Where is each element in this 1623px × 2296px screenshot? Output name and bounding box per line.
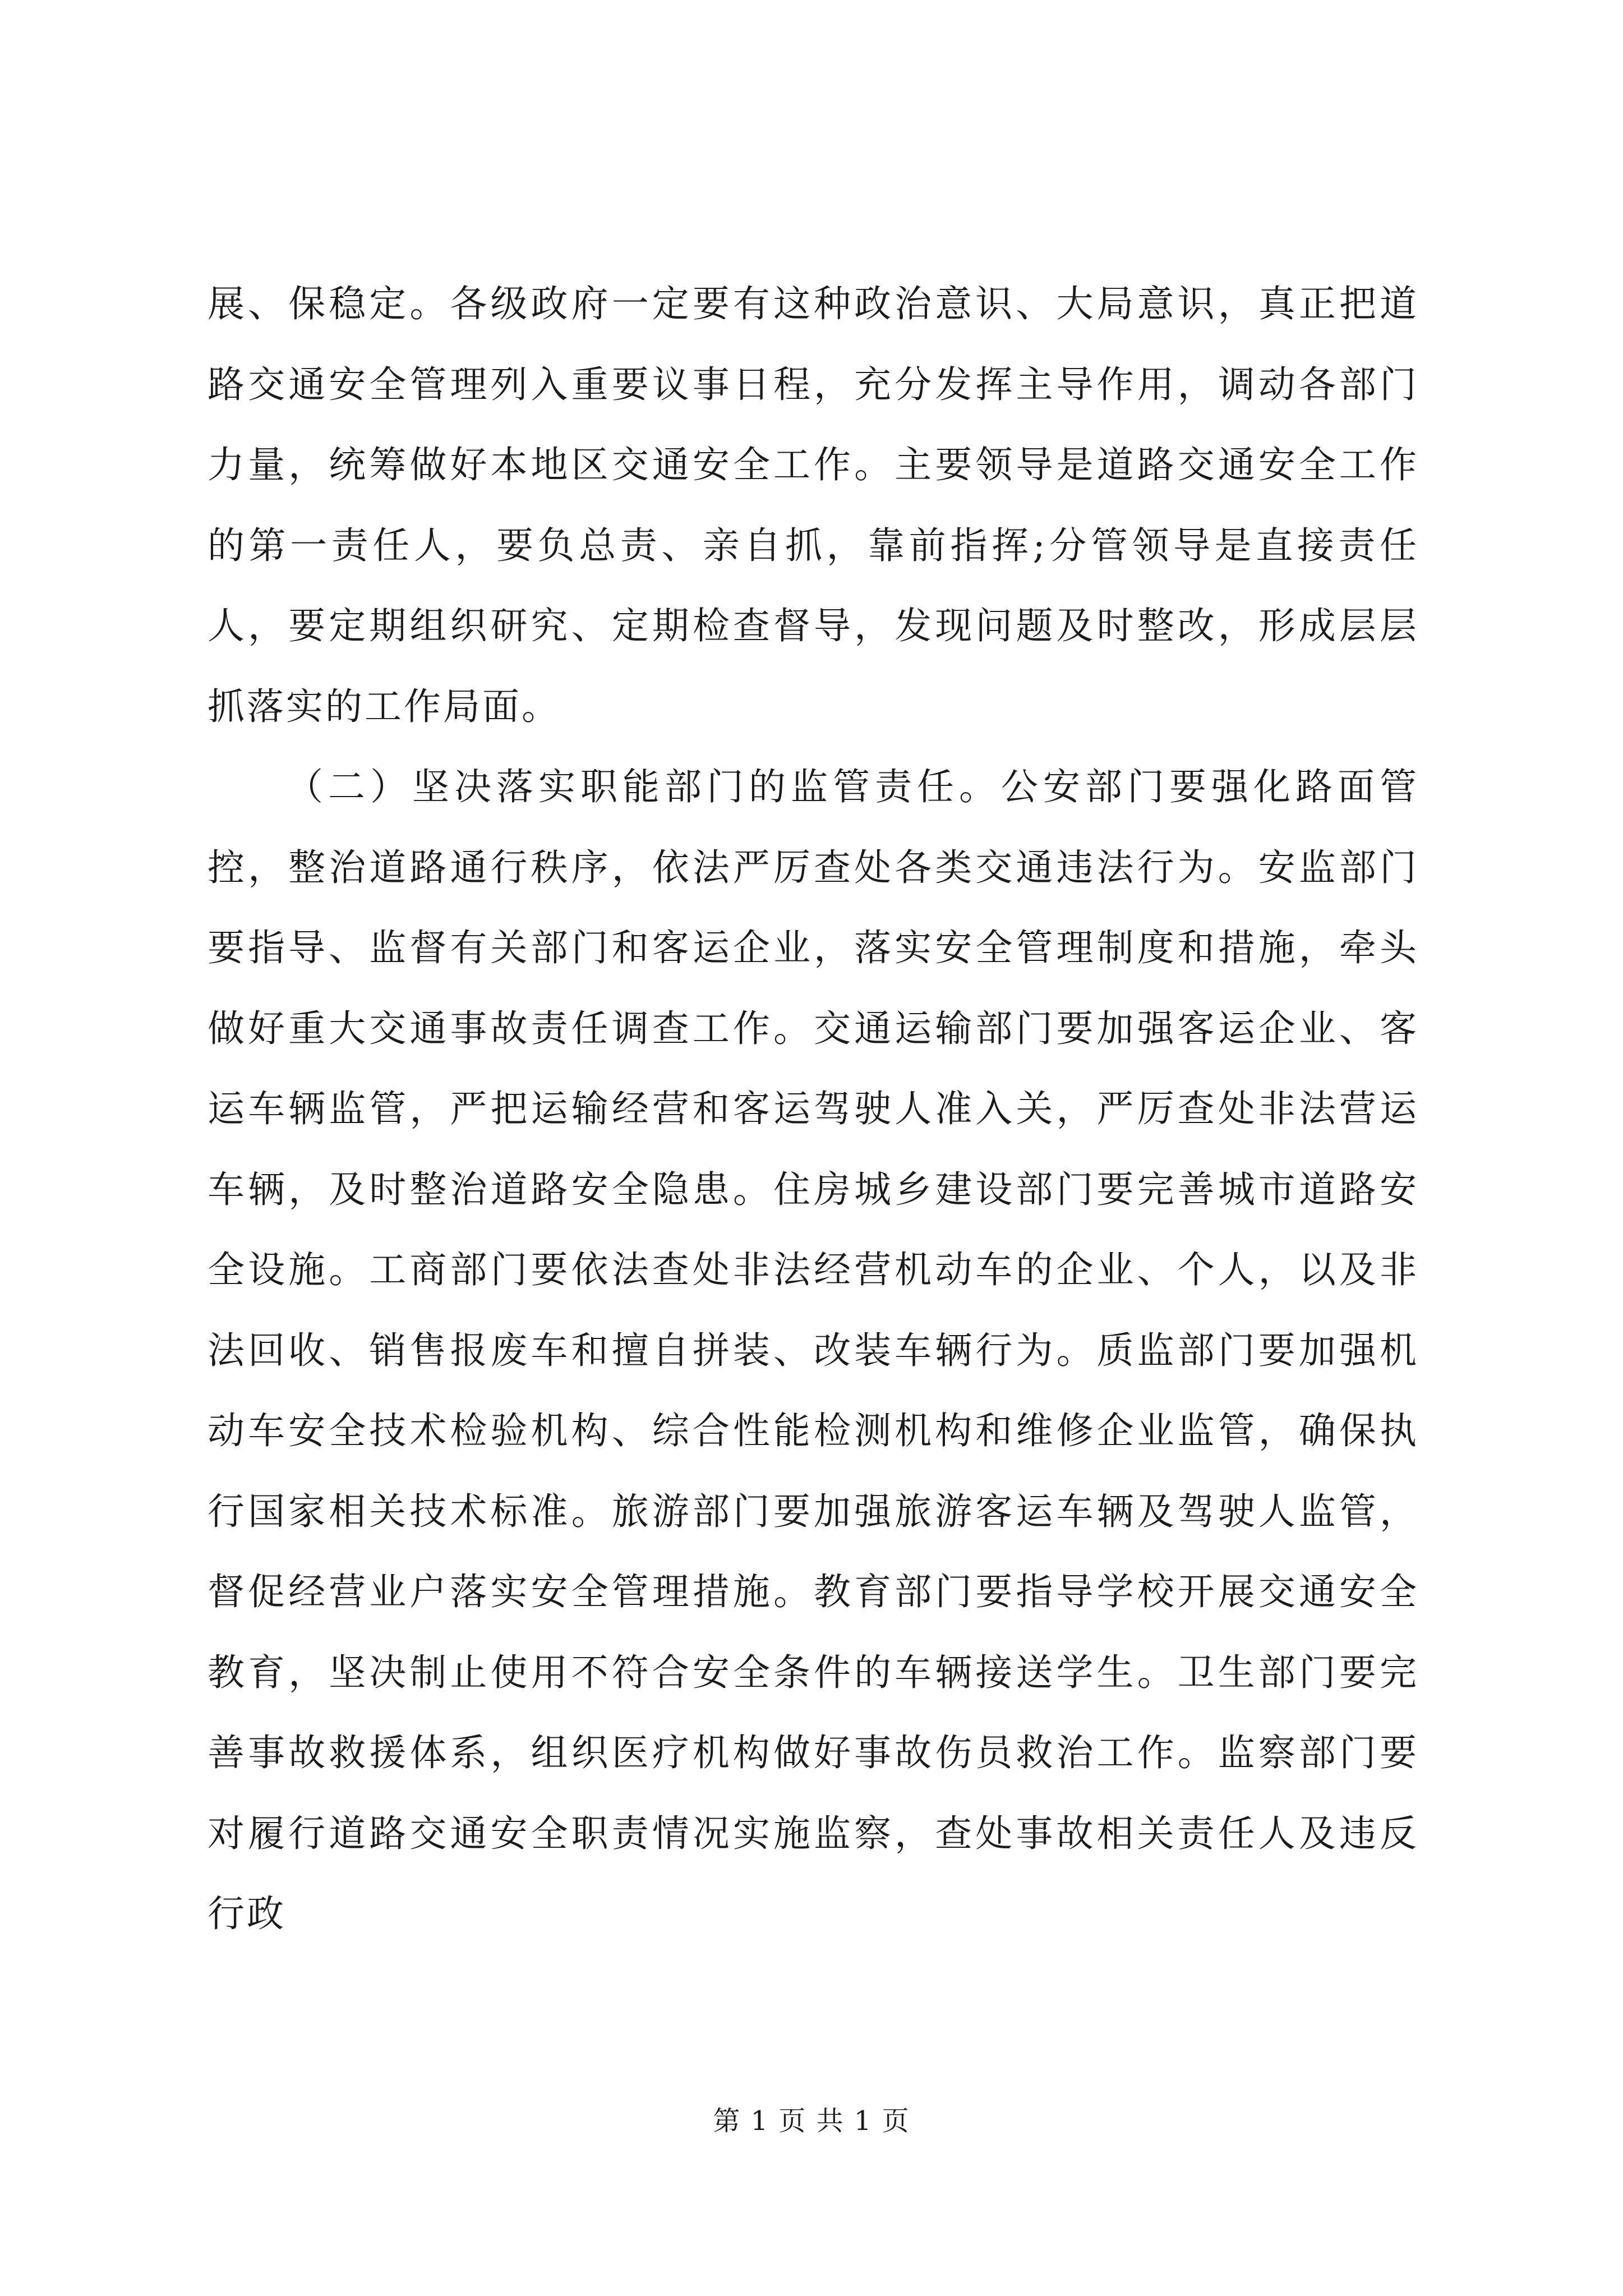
document-body xyxy=(208,264,1419,1954)
page-number-footer: 第 1 页 共 1 页 xyxy=(713,2105,910,2137)
paragraph-continuation: 展、保稳定。各级政府一定要有这种政治意识、大局意识，真正把道路交通安全管理列入重要议事日程，充分发挥主导作用，调动各部门力量，统筹做好本地区交通安全工作。主要领导是道路交通安全工作的第一责任人，要负总责、亲自抓，靠前指挥;分管领导是直接责任人，要定期组织研究、定期检查督导，发现问题及时整改，形成层层抓落实的工作局面。 xyxy=(208,282,1419,728)
paragraph-section-two: （二）坚决落实职能部门的监管责任。公安部门要强化路面管控，整治道路通行秩序，依法严厉查处各类交通违法行为。安监部门要指导、监督有关部门和客运企业，落实安全管理制度和措施，牵头做好重大交通事故责任调查工作。交通运输部门要加强客运企业、客运车辆监管，严把运输经营和客运驾驶人准入关，严厉查处非法营运车辆，及时整治道路安全隐患。住房城乡建设部门要完善城市道路安全设施。工商部门要依法查处非法经营机动车的企业、个人，以及非法回收、销售报废车和擅自拼装、改装车辆行为。质监部门要加强机动车安全技术检验机构、综合性能检测机构和维修企业监管，确保执行国家相关技术标准。旅游部门要加强旅游客运车辆及驾驶人监管，督促经营业户落实安全管理措施。教育部门要指导学校开展交通安全教育，坚决制止使用不符合安全条件的车辆接送学生。卫生部门要完善事故救援体系，组织医疗机构做好事故伤员救治工作。监察部门要对履行道路交通安全职责情况实施监察，查处事故相关责任人及违反行政 xyxy=(208,765,1419,1935)
